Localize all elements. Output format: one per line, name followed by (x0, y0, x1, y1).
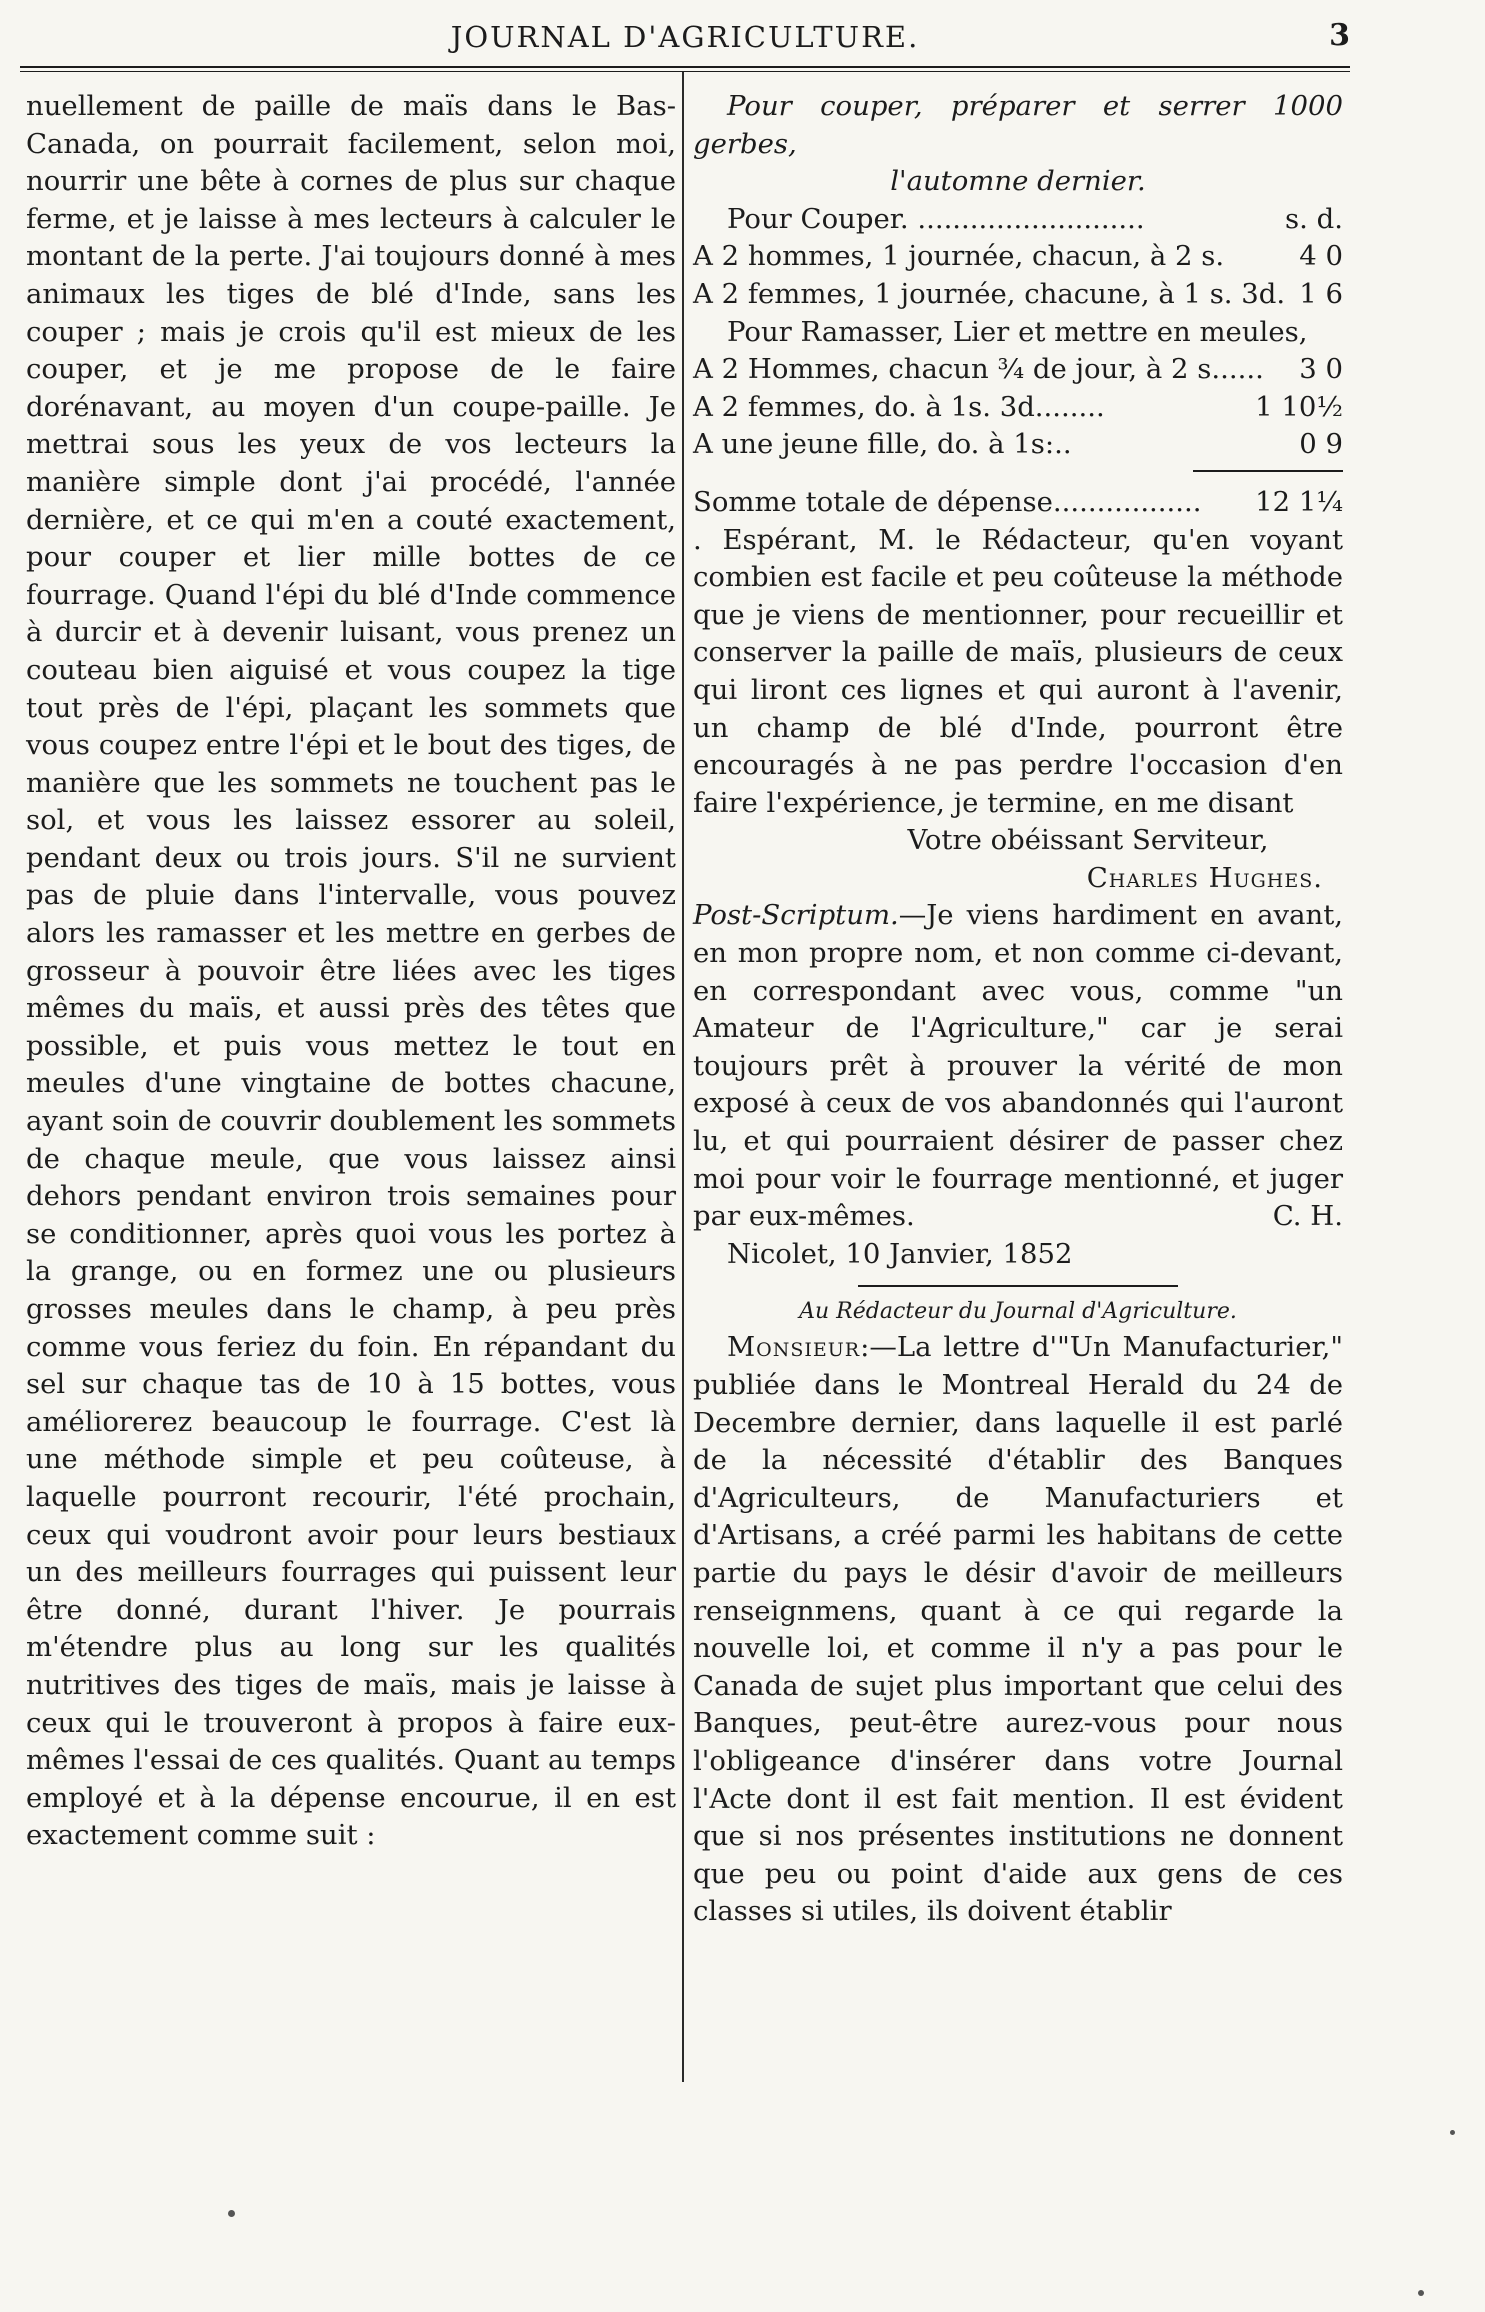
cost-row (693, 389, 1343, 427)
print-speck (1418, 2290, 1424, 2296)
print-speck (228, 2210, 235, 2217)
cost-heading-line1: Pour couper, préparer et serrer 1000 gerbes, (693, 90, 1343, 160)
left-column (26, 88, 676, 1855)
cost-header-row (693, 201, 1343, 239)
cost-heading-line2: l'automne dernier. (890, 165, 1146, 198)
cost-row-value: 4 0 (1299, 240, 1343, 273)
cost-row-label: A 2 Hommes, chacun ¾ de jour, à 2 s...... (693, 353, 1264, 386)
cost-row (693, 351, 1343, 389)
dateline: Nicolet, 10 Janvier, 1852 (727, 1237, 1073, 1270)
total-value: 12 1¼ (1255, 485, 1343, 518)
left-column-text: nuellement de paille de maïs dans le Bas-Canada, on pourrait facilement, selon moi, nourrir une bête à cornes de plus sur chaque ferme, et je laisse à mes lecteurs à calculer le montant de la perte. J'ai toujours donné à mes animaux les tiges de blé d'Inde, sans les couper ; mais je crois qu'il est mieux de les couper, et je me propose de le faire dorénavant, au moyen d'un coupe-paille. Je mettrai sous les yeux de vos lecteurs la manière simple dont j'ai procédé, l'année dernière, et ce qui m'en a couté exactement, pour couper et lier mille bottes de ce fourrage. Quand l'épi du blé d'Inde commence à durcir et à devenir luisant, vous prenez un couteau bien aiguisé et vous coupez la tige tout près de l'épi, plaçant les sommets que vous coupez entre l'épi et le bout des tiges, de manière que les sommets ne touchent pas le sol, et vous les laissez essorer au soleil, pendant deux ou trois jours. S'il ne survient pas de pluie dans l'intervalle, vous pouvez alors les ramasser et les mettre en gerbes de grosseur à pouvoir être liées avec les tiges mêmes du maïs, et aussi près des têtes que possible, et puis vous mettez le tout en meules d'une vingtaine de bottes chacune, ayant soin de couvrir doublement les sommets de chaque meule, que vous laissez ainsi dehors pendant environ trois semaines pour se conditionner, après quoi vous les portez à la grange, ou en formez une ou plusieurs grosses meules dans le champ, à peu près comme vous feriez du foin. En répandant du sel sur chaque tas de 10 à 15 bottes, vous améliorerez beaucoup le fourrage. C'est là une méthode simple et peu coûteuse, à laquelle pourront recourir, l'été prochain, ceux qui voudront avoir pour leurs bestiaux un des meilleurs fourrages qui puissent leur être donné, durant l'hiver. Je pourrais m'étendre plus au long sur les qualités nutritives des tiges de maïs, mais je laisse à ceux qui le trouveront à propos à faire eux-mêmes l'essai de ces qualités. Quant au temps employé et à la dépense encourue, il en est exactement comme suit : (26, 90, 676, 1852)
cost-header-value: s. d. (1285, 202, 1343, 235)
cost-row (693, 238, 1343, 276)
cost-row-label: A 2 hommes, 1 journée, chacun, à 2 s. (693, 240, 1225, 273)
cost-row-value: 1 6 (1299, 277, 1343, 310)
total-label: Somme totale de dépense................. (693, 485, 1202, 518)
cost-row-value: 1 10½ (1255, 390, 1343, 423)
total-row (693, 484, 1343, 522)
gather-header: Pour Ramasser, Lier et mettre en meules, (727, 315, 1308, 348)
page-header (20, 14, 1350, 58)
header-rule (20, 66, 1350, 72)
cost-row-value: 0 9 (1299, 428, 1343, 461)
postscript-initials: C. H. (1272, 1200, 1343, 1233)
letter2-text: :—La lettre d'"Un Manufacturier," publiée dans le Montreal Herald du 24 de Decembre dernier, dans laquelle il est parlé de la nécessité d'établir des Banques d'Agriculteurs, de Manufacturiers et d'Artisans, a créé parmi les habitans de cette partie du pays le désir d'avoir de meilleurs renseignmens, quant à ce qui regarde la nouvelle loi, et comme il n'y a pas pour le Canada de sujet plus important que celui des Banques, peut-être aurez-vous pour nous l'obligeance d'insérer dans votre Journal l'Acte dont il est fait mention. Il est évident que si nos présentes institutions ne donnent que peu ou point d'aide aux gens de ces classes si utiles, ils doivent établir (693, 1331, 1343, 1928)
closing-paragraph: . Espérant, M. le Rédacteur, qu'en voyant combien est facile et peu coûteuse la méthode que je viens de mentionner, pour recueillir et conserver la paille de maïs, plusieurs de ceux qui liront ces lignes et qui auront à l'avenir, un champ de blé d'Inde, pourront être encouragés à ne pas perdre l'occasion d'en faire l'expérience, je termine, en me disant (693, 523, 1343, 819)
cost-row (693, 276, 1343, 314)
column-divider (682, 72, 684, 2082)
postscript-text: —Je viens hardiment en avant, en mon propre nom, et non comme ci-devant, en correspondant avec vous, comme "un Amateur de l'Agriculture," car je serai toujours prêt à prouver la vérité de mon exposé à ceux de vos abandonnés qui l'auront lu, et qui pourraient désirer de passer chez moi pour voir le fourrage mentionné, et juger par eux-mêmes. (693, 899, 1343, 1233)
cost-row (693, 426, 1343, 464)
cost-row-label: A une jeune fille, do. à 1s:.. (693, 428, 1072, 461)
cost-header-label: Pour Couper. .......................... (727, 202, 1145, 235)
page-number: 3 (1329, 18, 1350, 53)
letter2-salutation: Monsieur (727, 1331, 861, 1364)
journal-title: JOURNAL D'AGRICULTURE. (450, 20, 920, 54)
valediction: Votre obéissant Serviteur, (907, 824, 1269, 857)
letter2-body (693, 1329, 1343, 1931)
section-rule (858, 1285, 1178, 1287)
postscript (693, 897, 1343, 1235)
signature: Charles Hughes. (1086, 861, 1323, 894)
cost-row-label: A 2 femmes, do. à 1s. 3d........ (693, 390, 1105, 423)
total-rule (1193, 470, 1343, 472)
cost-row-value: 3 0 (1299, 353, 1343, 386)
letter2-heading: Au Rédacteur du Journal d'Agriculture. (799, 1299, 1237, 1325)
postscript-label: Post-Scriptum. (693, 899, 899, 932)
right-column (693, 88, 1343, 1931)
cost-row-label: A 2 femmes, 1 journée, chacune, à 1 s. 3d. (693, 277, 1286, 310)
print-speck (1450, 2130, 1455, 2135)
